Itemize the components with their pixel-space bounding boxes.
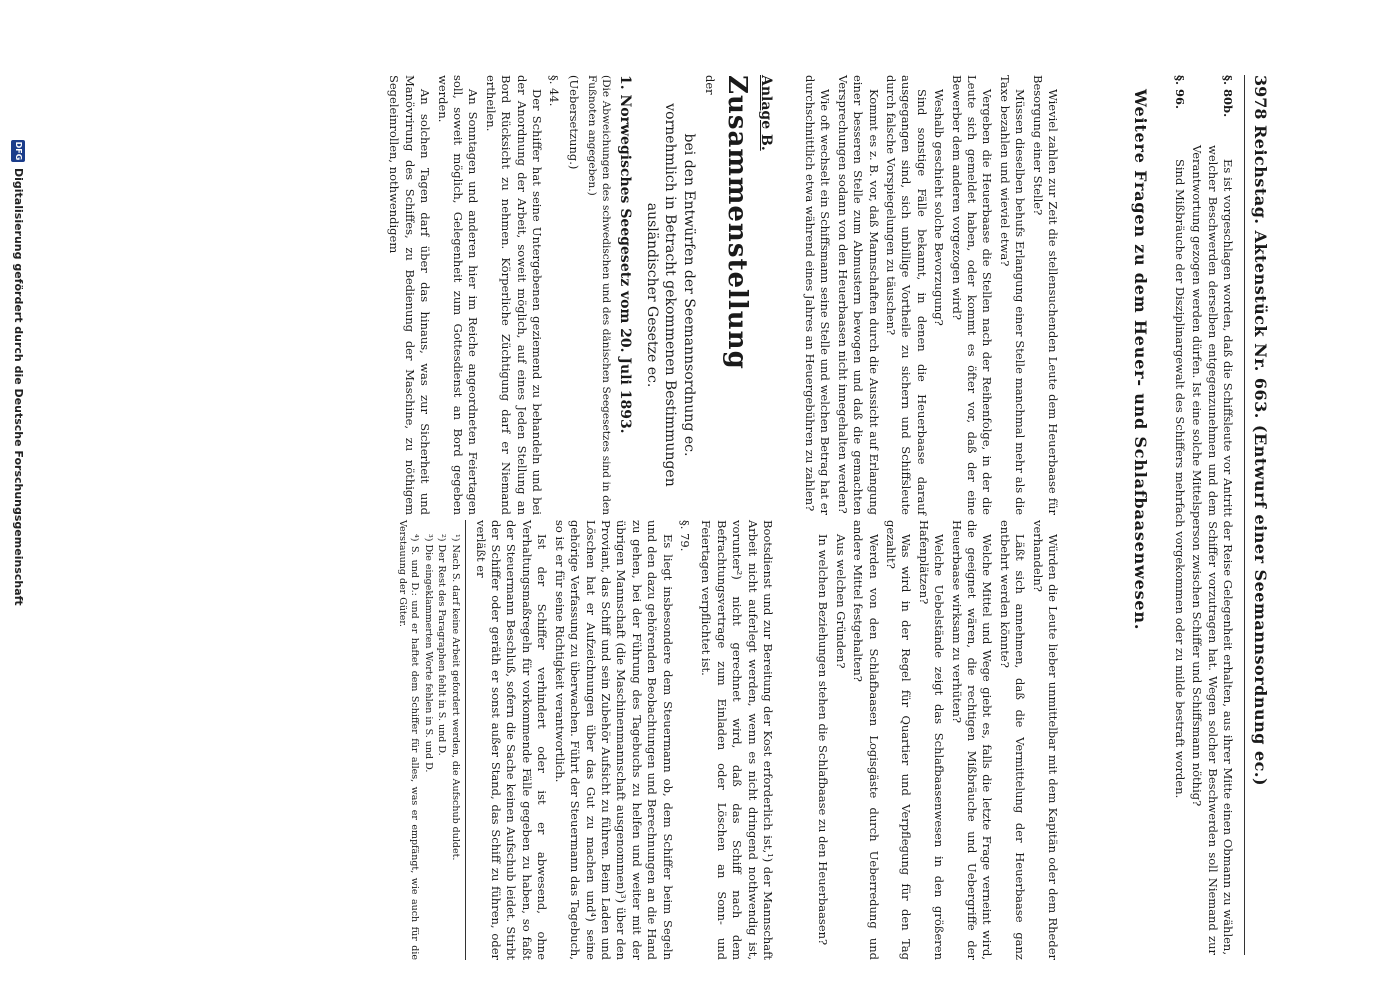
anlage-subtitle: bei den Entwürfen der Seemannsordnung ec. vornehmlich in Betracht gekommenen Bestimmungen ausländischer Gesetze ec.	[643, 103, 698, 487]
section-text: Sind Mißbräuche der Disziplinargewalt des Schiffers mehrfach vorgekommen oder zu milde bestraft worden.	[1172, 159, 1187, 799]
law-note: (Die Abweichungen des schwedischen und des dänischen Seegesetzes sind in den Fußnoten angegeben.)	[585, 75, 613, 515]
questions-title: Weitere Fragen zu dem Heuer- und Schlafbaasenwesen.	[1131, 89, 1151, 631]
question: Weshalb geschieht solche Bevorzugung?	[932, 89, 947, 326]
running-title: Reichstag. Aktenstück Nr. 663. (Entwurf einer Seemannsordnung ec.)	[1251, 125, 1270, 787]
question: Kommt es z. B. vor, daß Mannschaften durch die Aussicht auf Erlangung einer besseren Stelle zum Abmustern bewogen und daß die gemachten Versprechungen sodann von den Heuerbaasen nicht innegehalten werden?	[835, 75, 881, 515]
paragraph-79-heading: §. 79.	[677, 520, 692, 552]
question: Sind sonstige Fälle bekannt, in denen die Heuerbaase darauf ausgegangen sind, sich unbillige Vortheile zu sichern und Schiffsleute durch falsche Vorspiegelungen zu täuschen?	[883, 75, 929, 515]
paragraph-44-heading: §. 44.	[547, 75, 562, 107]
section-text: Es ist vorgeschlagen worden, daß die Schiffsleute vor Antritt der Reise Gelegenheit erhalten, aus ihrer Mitte einen Obmann zu wählen, welcher Beschwerden derselben entgegenzunehmen und dem Schiffer vorzutragen hat. Wegen solcher Beschwerden soll Niemand zur Verantwortung gezogen werden dürfen. Ist eine solche Mittelsperson zwischen Schiffer und Schiffsmann nöthig?	[1190, 145, 1235, 955]
question: Was wird in der Regel für Quartier und Verpflegung für den Tag gezahlt?	[883, 520, 914, 960]
paragraph-44-text: An Sonntagen und anderen hier im Reiche angeordneten Feiertagen soll, soweit möglich, Gelegenheit zum Gottesdienst an Bord gegeben werden.	[435, 75, 481, 515]
questions-left-column	[800, 75, 1061, 515]
question: Wie oft wechselt ein Schiffsmann seine Stelle und welchen Betrag hat er durchschnittlich etwa während eines Jahres an Heuergebühren zu zahlen?	[802, 75, 833, 515]
question: In welchen Beziehungen stehen die Schlafbaase zu den Heuerbaasen?	[816, 534, 831, 946]
question: Werden von den Schlafbaasen Logisgäste durch Ueberredung und andere Mittel festgehalten?	[851, 520, 881, 960]
footnote: ²) Der Rest des Paragraphen fehlt in S. und D.	[436, 534, 448, 756]
section-number: §. 80b.	[1221, 75, 1235, 118]
paragraph-44-text: Der Schiffer hat seine Untergebenen geziemend zu behandeln und bei der Anordnung der Arbeit, soweit möglich, auf eines Jeden Stellung an Bord Rücksicht zu nehmen. Körperliche Züchtigung darf er Niemand ertheilen.	[483, 75, 545, 515]
section-number: §. 96.	[1172, 75, 1187, 110]
anlage-der: der	[703, 75, 718, 95]
footnote: ¹) Nach S. darf keine Arbeit gefordert werden, die Aufschub duldet.	[450, 534, 462, 861]
question: Würden die Leute lieber unmittelbar mit dem Kapitän oder dem Rheder verhandeln?	[1030, 520, 1060, 960]
anlage-label: Anlage B.	[758, 75, 774, 151]
question: Läßt sich annehmen, daß die Vermittelung der Heuerbaase ganz entbehrt werden könnte?	[997, 520, 1028, 960]
question: Welche Mittel und Wege giebt es, falls die letzte Frage verneint wird, die geeignet wären, die rechtigen Mißbräuche und Uebergriffe der Heuerbaase wirksam zu verhüten?	[949, 520, 995, 960]
question: Aus welchen Gründen?	[833, 534, 848, 669]
page-header	[1244, 75, 1275, 955]
section-96	[1171, 75, 1186, 955]
question: Welche Uebelstände zeigt das Schlafbaasenwesen in den größeren Hafenplätzen?	[916, 520, 947, 960]
anlage-title: Zusammenstellung	[722, 75, 753, 370]
question: Wieviel zahlen zur Zeit die stellensuchenden Leute dem Heuerbaase für Besorgung einer Stelle?	[1030, 75, 1060, 515]
digitization-credit: Digitalisierung gefördert durch die Deutsche Forschungsgemeinschaft	[12, 168, 26, 606]
page-number: 3978	[1251, 75, 1270, 120]
anlage-left-column	[384, 75, 775, 515]
footnote: ³) Die eingeklammerten Worte fehlen in S. und D.	[422, 534, 434, 773]
paragraph-44-continued: Bootsdienst und zur Bereitung der Kost erforderlich ist,¹) der Mannschaft Arbeit nicht auferlegt werden, wenn es nicht dringend nothwendig ist, vorunter²) nicht gerechnet wird, daß das Schiff nach dem Befrachtungsvertrage zum Einladen oder Löschen an Sonn- und Feiertagen verpflichtet ist.	[699, 520, 775, 960]
questions-right-column	[813, 520, 1060, 960]
paragraph-79-text: Ist der Schiffer verhindert oder ist er abwesend, ohne Verhaltungsmaßregeln für vorkommende Fälle gegeben zu haben, so faßt der Steuermann Beschluß, sofern die Sache keinen Aufschub leidet. Stirbt der Schiffer oder geräth er sonst außer Stand, das Schiff zu führen, oder verläßt er	[473, 520, 550, 960]
footnote: ⁴) S. und D.: und er haftet dem Schiffer für alles, was er empfängt, wie auch für die Verstauung der Güter.	[396, 520, 420, 960]
digitization-footer	[6, 140, 30, 860]
paragraph-79-text: Es liegt insbesondere dem Steuermann ob, dem Schiffer beim Segeln und den dazu gehörenden Beobachtungen und Berechnungen an die Hand zu gehen, bei der Führung des Tagebuchs zu helfen und weiter mit der übrigen Mannschaft (die Maschinenmannschaft ausgenommen)³) über den Proviant, das Schiff und sein Zubehör Aufsicht zu führen. Beim Laden und Löschen hat er Aufzeichnungen über das Gut zu machen und⁴) seine gehörige Verfassung zu überwachen. Führt der Steuermann das Tagebuch, so ist er für seine Richtigkeit verantwortlich.	[552, 520, 675, 960]
question: Vergeben die Heuerbaase die Stellen nach der Reihenfolge, in der die Leute sich gemeldet haben, oder kommt es öfter vor, daß der eine Bewerber dem anderen vorgezogen wird?	[949, 75, 995, 515]
footnotes	[396, 520, 466, 960]
law-title: 1. Norwegisches Seegesetz vom 20. Juli 1893.	[616, 75, 633, 434]
section-80b	[1189, 75, 1235, 955]
paragraph-44-text: An solchen Tagen darf über das hinaus, was zur Sicherheit und Manövrirung des Schiffes, zu Bedienung der Maschine, zu nöthigem Segeleinrollen, nothwendigem	[387, 75, 433, 515]
dfg-logo: DFG	[11, 140, 25, 162]
top-sections	[1114, 75, 1235, 955]
anlage-right-column	[394, 520, 775, 960]
translation-note: (Uebersetzung.)	[566, 75, 581, 170]
question: Müssen dieselben behufs Erlangung einer Stelle manchmal mehr als die Taxe bezahlen und wieviel etwa?	[997, 75, 1028, 515]
